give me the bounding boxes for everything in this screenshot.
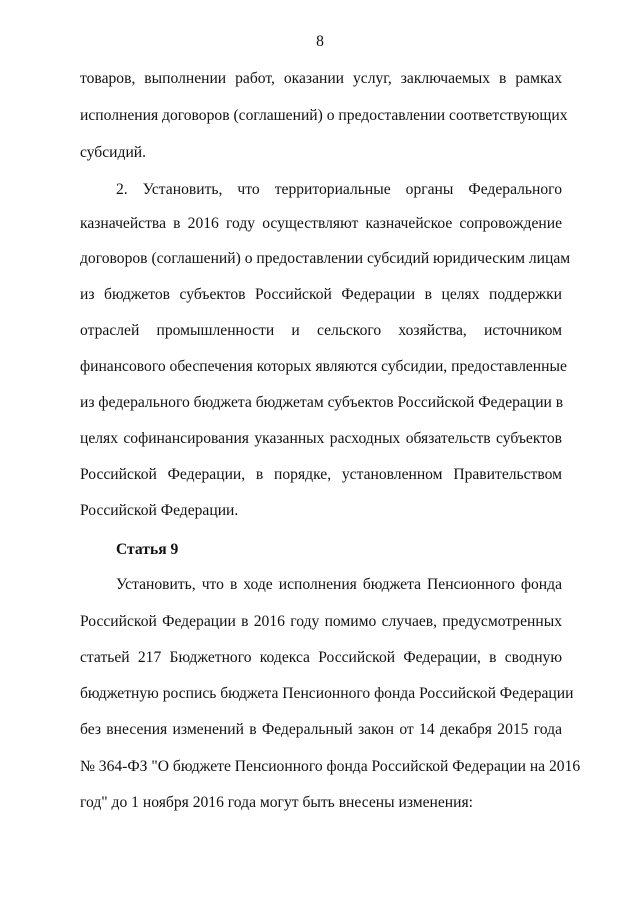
text-line: Российской Федерации в 2016 году помимо случаев, предусмотренных [80,613,562,630]
text-line: договоров (соглашений) о предоставлении субсидий юридическим лицам [80,250,571,267]
text-line: бюджетную роспись бюджета Пенсионного фонда Российской Федерации [80,685,574,702]
text-line: субсидий. [80,144,147,161]
text-line: казначейства в 2016 году осуществляют казначейское сопровождение [80,215,562,232]
text-line: Российской Федерации, в порядке, установленном Правительством [80,466,562,483]
text-line: финансового обеспечения которых являются субсидии, предоставленные [80,358,567,375]
text-line: год" до 1 ноября 2016 года могут быть внесены изменения: [80,794,474,811]
page-number: 8 [316,33,324,50]
text-line: статьей 217 Бюджетного кодекса Российской Федерации, в сводную [80,649,562,666]
article-heading: Статья 9 [116,541,179,558]
text-line: из бюджетов субъектов Российской Федерации в целях поддержки [80,286,562,303]
text-line: без внесения изменений в Федеральный закон от 14 декабря 2015 года [80,721,562,738]
text-line: Установить, что в ходе исполнения бюджета Пенсионного фонда [116,576,562,593]
text-line: Российской Федерации. [80,502,239,519]
text-line: 2. Установить, что территориальные органы Федерального [116,181,562,198]
text-line: из федерального бюджета бюджетам субъектов Российской Федерации в [80,394,564,411]
text-line: товаров, выполнении работ, оказании услуг, заключаемых в рамках [80,70,562,87]
text-line: исполнения договоров (соглашений) о предоставлении соответствующих [80,107,568,124]
text-line: отраслей промышленности и сельского хозяйства, источником [80,322,562,339]
text-line: № 364-ФЗ "О бюджете Пенсионного фонда Российской Федерации на 2016 [80,758,581,775]
text-line: целях софинансирования указанных расходных обязательств субъектов [80,430,562,447]
